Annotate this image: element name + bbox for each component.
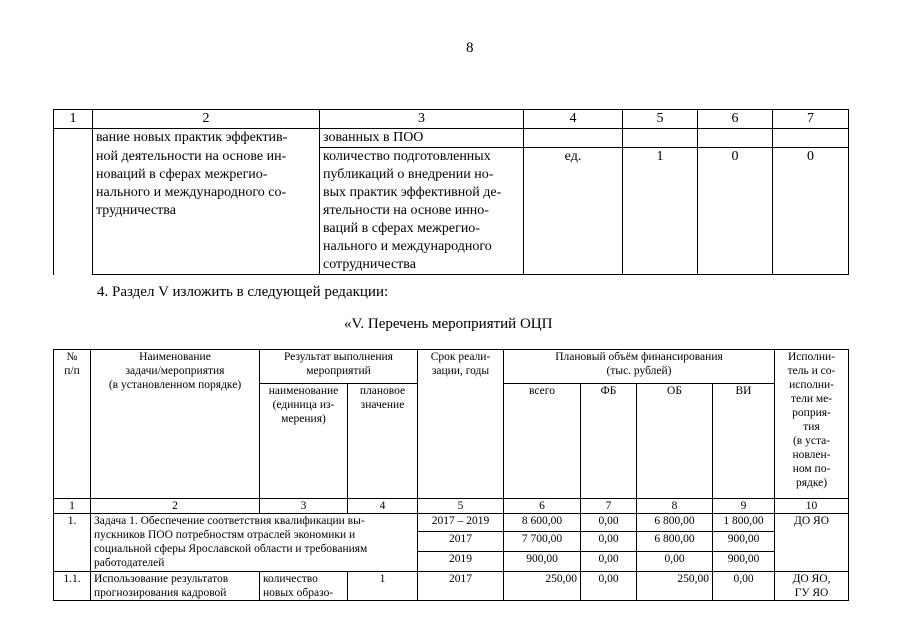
empty-cell bbox=[524, 129, 623, 148]
term-cell: 2017 bbox=[418, 572, 504, 601]
ob-cell: 6 800,00 bbox=[637, 532, 713, 552]
indicator-cell: количество подготовленных публикаций о внедрении но- вых практик эффективной де- ятельности на основе инно- ваций в сферах межрегио- нального и международного сотрудничества bbox=[320, 148, 524, 275]
term-cell: 2019 bbox=[418, 552, 504, 572]
vi-cell: 0,00 bbox=[713, 572, 775, 601]
col-2: 2 bbox=[93, 110, 320, 129]
fb-cell: 0,00 bbox=[581, 532, 637, 552]
fb-cell: 0,00 bbox=[581, 572, 637, 601]
header-executor: Исполни- тель и со- исполни- тели ме- роприя- тия (в уста- новлен- ном по- рядке) bbox=[775, 350, 849, 499]
header-term: Срок реали- зации, годы bbox=[418, 350, 504, 499]
vi-cell: 900,00 bbox=[713, 552, 775, 572]
paragraph: 4. Раздел V изложить в следующей редакции: bbox=[97, 284, 389, 300]
table-row bbox=[54, 129, 849, 148]
continuation-table bbox=[53, 109, 849, 275]
total-cell: 900,00 bbox=[504, 552, 581, 572]
task-name: Задача 1. Обеспечение соответствия квалификации вы- пускников ПОО потребностям отраслей экономики и социальной сферы Ярославской области и требованиям работодателей bbox=[91, 514, 418, 572]
event-name-cell: вание новых практик эффектив- bbox=[93, 129, 320, 148]
col-1: 1 bbox=[54, 110, 93, 129]
total-cell: 7 700,00 bbox=[504, 532, 581, 552]
col-1: 1 bbox=[54, 499, 91, 514]
total-cell: 8 600,00 bbox=[504, 514, 581, 532]
indicator-cell: зованных в ПОО bbox=[320, 129, 524, 148]
header-result: Результат выполнения мероприятий bbox=[260, 350, 418, 384]
col-5: 5 bbox=[623, 110, 698, 129]
col-6: 6 bbox=[698, 110, 773, 129]
col-3: 3 bbox=[260, 499, 348, 514]
value-cell: 1 bbox=[623, 148, 698, 275]
executor-cell: ДО ЯО bbox=[775, 514, 849, 572]
col-2: 2 bbox=[91, 499, 260, 514]
plan-cell: 1 bbox=[348, 572, 418, 601]
vi-cell: 1 800,00 bbox=[713, 514, 775, 532]
col-9: 9 bbox=[713, 499, 775, 514]
col-4: 4 bbox=[348, 499, 418, 514]
table-row bbox=[54, 514, 849, 532]
header-finance: Плановый объём финансирования (тыс. рублей) bbox=[504, 350, 775, 384]
vi-cell: 900,00 bbox=[713, 532, 775, 552]
value-cell: 0 bbox=[773, 148, 849, 275]
executor-cell: ДО ЯО, ГУ ЯО bbox=[775, 572, 849, 601]
header-number: № п/п bbox=[54, 350, 91, 499]
col-3: 3 bbox=[320, 110, 524, 129]
col-4: 4 bbox=[524, 110, 623, 129]
header-vi: ВИ bbox=[713, 384, 775, 499]
ob-cell: 6 800,00 bbox=[637, 514, 713, 532]
header-task-name: Наименование задачи/мероприятия (в установленном порядке) bbox=[91, 350, 260, 499]
header-total: всего bbox=[504, 384, 581, 499]
term-cell: 2017 – 2019 bbox=[418, 514, 504, 532]
col-5: 5 bbox=[418, 499, 504, 514]
term-cell: 2017 bbox=[418, 532, 504, 552]
empty-cell bbox=[623, 129, 698, 148]
events-table bbox=[53, 349, 849, 601]
header-ob: ОБ bbox=[637, 384, 713, 499]
empty-cell bbox=[54, 129, 93, 275]
fb-cell: 0,00 bbox=[581, 514, 637, 532]
result-name-cell: количество новых образо- bbox=[260, 572, 348, 601]
section-title: «V. Перечень мероприятий ОЦП bbox=[344, 316, 553, 332]
column-number-row bbox=[54, 499, 849, 514]
col-10: 10 bbox=[775, 499, 849, 514]
column-number-row bbox=[54, 110, 849, 129]
col-7: 7 bbox=[773, 110, 849, 129]
item-name: Использование результатов прогнозирования кадровой bbox=[91, 572, 260, 601]
empty-cell bbox=[773, 129, 849, 148]
table-row bbox=[54, 572, 849, 601]
header-result-name: наименование (единица из- мерения) bbox=[260, 384, 348, 499]
page-number: 8 bbox=[466, 40, 474, 56]
col-7: 7 bbox=[581, 499, 637, 514]
total-cell: 250,00 bbox=[504, 572, 581, 601]
value-cell: 0 bbox=[698, 148, 773, 275]
event-name-cell: ной деятельности на основе ин- новаций в сферах межрегио- нального и международного со- трудничества bbox=[93, 148, 320, 275]
fb-cell: 0,00 bbox=[581, 552, 637, 572]
header-result-plan: плановое значение bbox=[348, 384, 418, 499]
ob-cell: 0,00 bbox=[637, 552, 713, 572]
header-fb: ФБ bbox=[581, 384, 637, 499]
empty-cell bbox=[698, 129, 773, 148]
item-number: 1.1. bbox=[54, 572, 91, 601]
ob-cell: 250,00 bbox=[637, 572, 713, 601]
col-8: 8 bbox=[637, 499, 713, 514]
table-row bbox=[54, 148, 849, 275]
unit-cell: ед. bbox=[524, 148, 623, 275]
col-6: 6 bbox=[504, 499, 581, 514]
task-number: 1. bbox=[54, 514, 91, 572]
